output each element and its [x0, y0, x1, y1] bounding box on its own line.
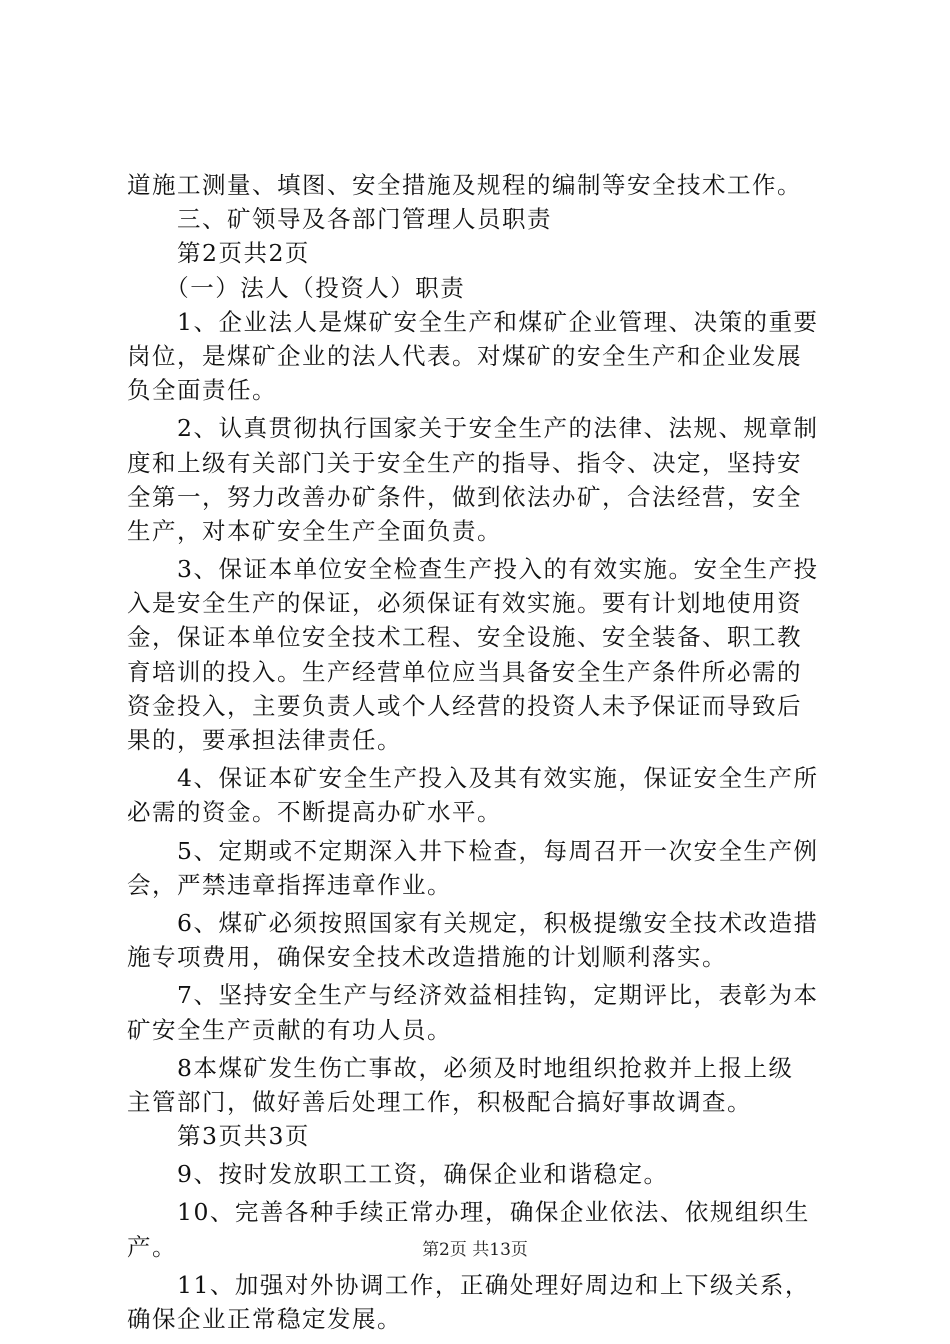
document-line: 矿安全生产贡献的有功人员。 — [127, 1015, 452, 1044]
document-body — [127, 168, 832, 1336]
document-line: 金，保证本单位安全技术工程、安全设施、安全装备、职工教 — [127, 623, 802, 652]
document-line: 主管部门，做好善后处理工作，积极配合搞好事故调查。 — [127, 1087, 752, 1116]
document-line: 10、完善各种手续正常办理，确保企业依法、依规组织生 — [127, 1198, 810, 1227]
document-line: 9、按时发放职工工资，确保企业和谐稳定。 — [127, 1160, 669, 1189]
document-line: 产。 — [127, 1232, 177, 1261]
document-line: 果的，要承担法律责任。 — [127, 726, 402, 754]
document-line: 8本煤矿发生伤亡事故，必须及时地组织抢救并上报上级 — [127, 1053, 794, 1082]
document-line: 7、坚持安全生产与经济效益相挂钩，定期评比，表彰为本 — [127, 981, 819, 1010]
document-line: 第3页共3页 — [127, 1122, 310, 1151]
document-line: 4、保证本矿安全生产投入及其有效实施，保证安全生产所 — [127, 764, 819, 793]
document-line: （一）法人（投资人）职责 — [127, 273, 466, 302]
document-line: 1、企业法人是煤矿安全生产和煤矿企业管理、决策的重要 — [127, 307, 819, 336]
document-line: 入是安全生产的保证，必须保证有效实施。要有计划地使用资 — [127, 589, 802, 618]
document-line: 2、认真贯彻执行国家关于安全生产的法律、法规、规章制 — [127, 414, 819, 443]
document-line: 确保企业正常稳定发展。 — [127, 1305, 402, 1333]
document-line: 5、定期或不定期深入井下检查，每周召开一次安全生产例 — [127, 836, 819, 865]
document-line: 三、矿领导及各部门管理人员职责 — [127, 205, 552, 234]
document-line: 育培训的投入。生产经营单位应当具备安全生产条件所必需的 — [127, 657, 802, 686]
document-line: 生产，对本矿安全生产全面负责。 — [127, 516, 502, 545]
document-line: 岗位，是煤矿企业的法人代表。对煤矿的安全生产和企业发展 — [127, 341, 802, 370]
document-line: 资金投入，主要负责人或个人经营的投资人未予保证而导致后 — [127, 691, 802, 720]
document-line: 道施工测量、填图、安全措施及规程的编制等安全技术工作。 — [127, 171, 802, 199]
document-line: 度和上级有关部门关于安全生产的指导、指令、决定，坚持安 — [127, 448, 802, 477]
document-line: 3、保证本单位安全检查生产投入的有效实施。安全生产投 — [127, 555, 819, 584]
document-line: 11、加强对外协调工作，正确处理好周边和上下级关系， — [127, 1270, 810, 1299]
document-line: 6、煤矿必须按照国家有关规定，积极提缴安全技术改造措 — [127, 908, 819, 937]
document-line: 会，严禁违章指挥违章作业。 — [127, 870, 452, 899]
page-footer: 第2页 共13页 — [422, 1240, 528, 1260]
document-line: 施专项费用，确保安全技术改造措施的计划顺利落实。 — [127, 943, 727, 972]
document-line: 必需的资金。不断提高办矿水平。 — [127, 798, 502, 827]
document-line: 负全面责任。 — [127, 376, 277, 405]
document-line: 全第一，努力改善办矿条件，做到依法办矿，合法经营，安全 — [127, 482, 802, 511]
document-line: 第2页共2页 — [127, 239, 310, 268]
